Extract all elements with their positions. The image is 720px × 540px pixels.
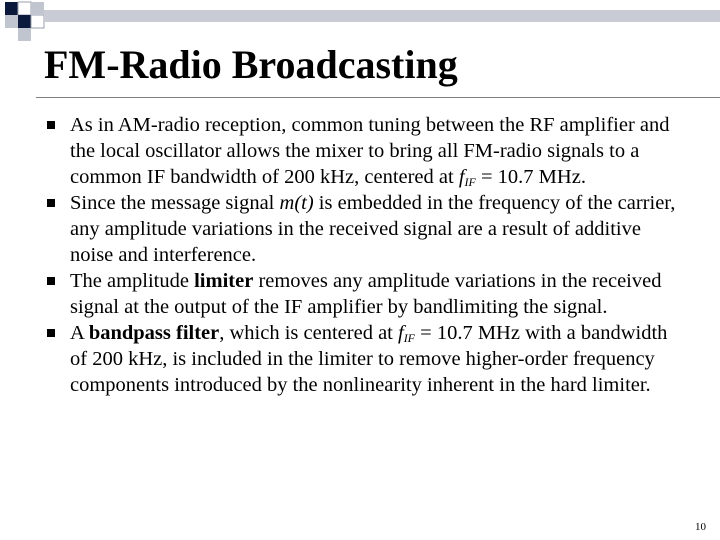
frequency-subscript: IF [464, 175, 476, 189]
bullet-square-icon [47, 329, 55, 337]
bullet-text: is embedded in the frequency of the carrier, any amplitude variations in the received signal are a result of additive noise and interference. [70, 192, 676, 266]
frequency-symbol: f [458, 166, 465, 188]
bullet-text: As in AM-radio reception, common tuning between the RF amplifier and the local oscillator allows the mixer to bring all FM-radio signals to a common IF bandwidth of 200 kHz, centered at [70, 114, 670, 188]
bullet-text: Since the message signal [70, 192, 280, 214]
message-signal-symbol: m(t) [279, 192, 314, 214]
bullet-text: removes any amplitude variations in the received signal at the output of the IF amplifier by bandlimiting the signal. [70, 270, 662, 318]
bullet-text: = 10.7 MHz with a bandwidth of 200 kHz, is included in the limiter to remove higher-order frequency components introduced by the nonlinearity inherent in the hard limiter. [70, 322, 668, 396]
title-underline [36, 97, 720, 98]
bullet-list [44, 112, 684, 398]
slide-number: 10 [695, 521, 706, 533]
bullet-text: A [70, 322, 89, 344]
bullet-square-icon [47, 121, 55, 129]
frequency-symbol: f [397, 322, 404, 344]
bullet-text: , which is centered at [219, 322, 398, 344]
bullet-item [44, 268, 684, 320]
bold-term: bandpass filter [88, 322, 220, 344]
bullet-item [44, 320, 684, 398]
bullet-square-icon [47, 277, 55, 285]
bullet-item [44, 112, 684, 190]
bold-term: limiter [194, 270, 254, 292]
bullet-square-icon [47, 199, 55, 207]
bullet-text: = 10.7 MHz. [475, 166, 586, 188]
frequency-subscript: IF [403, 331, 416, 345]
slide-title: FM-Radio Broadcasting [44, 42, 458, 87]
bullet-item [44, 190, 684, 268]
bullet-text: The amplitude [70, 270, 195, 292]
header-decoration [0, 0, 720, 48]
